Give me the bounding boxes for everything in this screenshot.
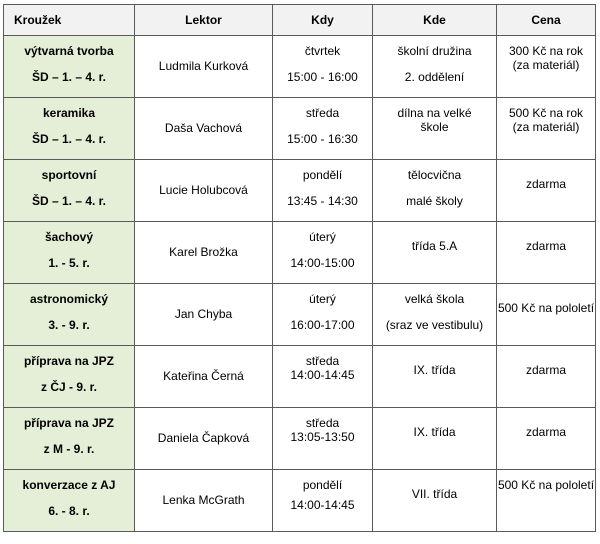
lector-cell [135,470,273,532]
table-row [4,222,596,284]
where-line-1: dílna na velké [397,106,472,120]
where-line-1: IX. třída [413,363,456,377]
where-line-2: škole [420,120,449,134]
price-line-1: zdarma [525,363,566,377]
where-line-2: 2. oddělení [404,70,465,84]
where-line-2: malé školy [406,194,463,208]
table-body [4,36,596,532]
price-cell [497,408,596,470]
where-cell [373,36,497,98]
price-cell [497,98,596,160]
club-name: keramika [42,106,96,120]
club-grades: ŠD – 1. – 4. r. [31,132,107,146]
when-day: pondělí [302,478,343,492]
table-row [4,36,596,98]
header-row [4,5,596,36]
club-grades: 6. - 8. r. [48,504,90,518]
lector-name: Ludmila Kurková [158,59,249,73]
when-cell [273,222,373,284]
when-day: středa [305,106,340,120]
where-line-1: školní družina [397,44,472,58]
lector-cell [135,346,273,408]
where-line-1: třída 5.A [411,239,458,253]
club-name-cell [4,408,135,470]
when-time: 13:45 - 14:30 [287,194,358,208]
when-time: 13:05-13:50 [290,430,355,444]
lector-name: Karel Brožka [169,245,238,259]
table-row [4,98,596,160]
price-line-1: zdarma [525,239,566,253]
price-line-1: 500 Kč na pololetí [497,301,595,315]
when-time: 15:00 - 16:30 [287,132,358,146]
when-day: pondělí [302,168,343,182]
club-grades: ŠD – 1. – 4. r. [31,70,107,84]
club-name-cell [4,470,135,532]
price-line-1: 300 Kč na rok [508,44,584,58]
price-cell [497,346,596,408]
lector-name: Daniela Čapková [157,431,250,445]
club-grades: z M - 9. r. [43,442,95,456]
header-lektor: Lektor [135,5,273,36]
price-cell [497,470,596,532]
lector-cell [135,160,273,222]
club-name: astronomický [29,292,109,306]
club-name-cell [4,346,135,408]
when-time: 14:00-14:45 [290,498,355,512]
lector-name: Daša Vachová [164,121,243,135]
header-cena: Cena [497,5,596,36]
where-cell [373,160,497,222]
lector-cell [135,408,273,470]
lector-name: Lucie Holubcová [159,183,248,197]
lector-name: Jan Chyba [174,307,233,321]
where-line-2: (sraz ve vestibulu) [385,318,484,332]
when-cell [273,36,373,98]
club-name-cell [4,36,135,98]
where-cell [373,284,497,346]
club-name: šachový [44,230,94,244]
table-row [4,470,596,532]
when-cell [273,160,373,222]
price-line-2: (za materiál) [512,58,580,72]
when-time: 15:00 - 16:00 [287,70,358,84]
price-line-1: 500 Kč na rok [508,106,584,120]
when-cell [273,408,373,470]
where-line-1: tělocvična [407,168,462,182]
when-day: úterý [309,230,336,244]
when-day: středa [305,354,340,368]
club-grades: 3. - 9. r. [48,318,90,332]
where-line-1: VII. třída [411,487,458,501]
table-row [4,284,596,346]
when-day: čtvrtek [304,44,341,58]
table-row [4,408,596,470]
table-row [4,160,596,222]
price-line-1: zdarma [525,177,566,191]
price-line-2: (za materiál) [512,120,580,134]
club-name-cell [4,98,135,160]
club-grades: ŠD – 1. – 4. r. [31,194,107,208]
when-cell [273,98,373,160]
where-line-1: IX. třída [413,425,456,439]
header-krouzek: Kroužek [4,5,135,36]
club-name-cell [4,284,135,346]
club-grades: 1. - 5. r. [48,256,90,270]
header-kde: Kde [373,5,497,36]
where-line-1: velká škola [404,292,465,306]
when-day: úterý [309,292,336,306]
lector-cell [135,98,273,160]
club-name-cell [4,222,135,284]
price-line-1: zdarma [525,425,566,439]
lector-cell [135,36,273,98]
when-cell [273,284,373,346]
price-cell [497,222,596,284]
where-cell [373,98,497,160]
when-time: 14:00-15:00 [290,256,355,270]
when-cell [273,470,373,532]
table-row [4,346,596,408]
where-cell [373,346,497,408]
club-grades: z ČJ - 9. r. [40,380,98,394]
price-cell [497,284,596,346]
club-name-cell [4,160,135,222]
price-cell [497,36,596,98]
club-name: příprava na JPZ [23,416,115,430]
club-name: výtvarná tvorba [24,44,114,58]
clubs-table [3,4,596,532]
price-cell [497,160,596,222]
club-name: sportovní [41,168,97,182]
price-line-1: 500 Kč na pololetí [497,478,595,492]
when-cell [273,346,373,408]
when-time: 16:00-17:00 [290,318,355,332]
lector-name: Kateřina Černá [163,369,244,383]
where-cell [373,470,497,532]
when-time: 14:00-14:45 [290,368,355,382]
where-cell [373,222,497,284]
when-day: středa [305,416,340,430]
table-header [4,5,596,36]
club-name: konverzace z AJ [22,478,116,492]
lector-cell [135,284,273,346]
lector-name: Lenka McGrath [162,493,245,507]
header-kdy: Kdy [273,5,373,36]
where-cell [373,408,497,470]
club-name: příprava na JPZ [23,354,115,368]
lector-cell [135,222,273,284]
